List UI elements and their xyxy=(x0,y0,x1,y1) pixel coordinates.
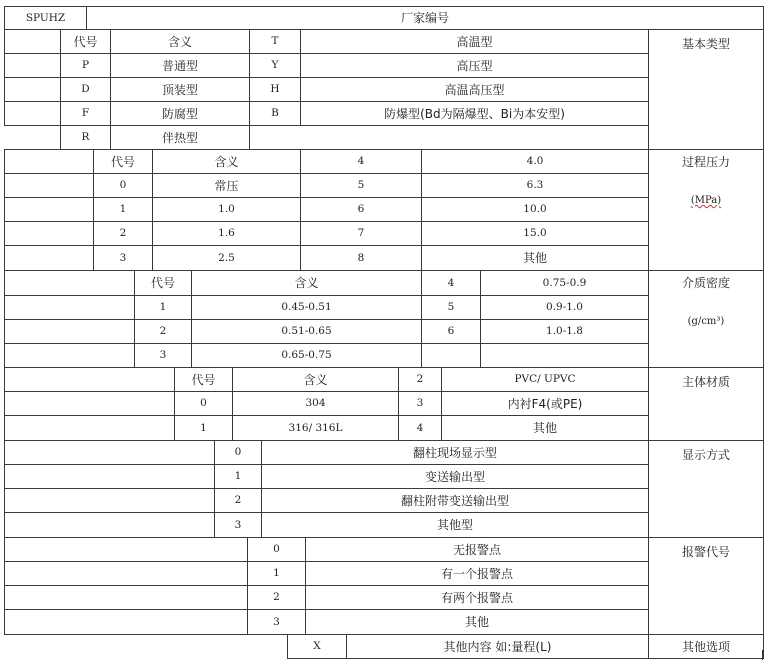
density-unit: (g/cm³) xyxy=(687,316,725,327)
spacer-cell xyxy=(249,125,649,150)
density-value-cell: 0.51-0.65 xyxy=(191,319,422,344)
display-code-cell: 2 xyxy=(214,488,262,513)
section-label-basic-type: 基本类型 xyxy=(648,29,764,150)
display-code-cell: 1 xyxy=(214,464,262,489)
type-meaning-cell: 防腐型 xyxy=(110,101,250,126)
material-value-cell: 304 xyxy=(232,391,399,416)
alarm-meaning-cell: 有一个报警点 xyxy=(305,561,649,586)
material-value-cell: 内衬F4(或PE) xyxy=(441,391,649,416)
pressure-value-cell: 常压 xyxy=(152,173,301,198)
density-code-cell: 2 xyxy=(134,319,192,344)
spacer-cell xyxy=(4,101,61,126)
density-value-cell: 1.0-1.8 xyxy=(480,319,649,344)
pressure-value-cell: 6.3 xyxy=(421,173,649,198)
text-cursor-mark xyxy=(762,650,765,660)
pressure-value-cell: 2.5 xyxy=(152,245,301,271)
pressure-value-cell: 4.0 xyxy=(421,149,649,174)
material-value-cell: 316/ 316L xyxy=(232,415,399,441)
type-meaning-cell: 高温型 xyxy=(300,29,649,54)
type-code-cell: H xyxy=(249,77,301,102)
other-code-cell: X xyxy=(287,634,347,659)
section-label-display: 显示方式 xyxy=(648,440,764,538)
spacer-cell xyxy=(4,77,61,102)
display-code-cell: 0 xyxy=(214,440,262,465)
col-header-meaning: 含义 xyxy=(110,29,250,54)
spacer-cell xyxy=(4,173,94,198)
density-code-cell: 4 xyxy=(421,270,481,296)
section-label-material: 主体材质 xyxy=(648,367,764,441)
pressure-value-cell: 其他 xyxy=(421,245,649,271)
spacer-cell xyxy=(4,609,248,635)
density-code-cell: 6 xyxy=(421,319,481,344)
pressure-code-cell: 0 xyxy=(93,173,153,198)
alarm-meaning-cell: 其他 xyxy=(305,609,649,635)
density-value-cell: 0.75-0.9 xyxy=(480,270,649,296)
pressure-unit-text: (MPa) xyxy=(690,195,722,206)
density-label: 介质密度 xyxy=(681,276,730,290)
type-code-cell: P xyxy=(60,53,111,78)
type-meaning-cell: 伴热型 xyxy=(110,125,250,150)
pressure-code-cell: 5 xyxy=(300,173,422,198)
type-meaning-cell: 普通型 xyxy=(110,53,250,78)
manufacturer-code-header: 厂家编号 xyxy=(86,6,764,30)
col-header-meaning: 含义 xyxy=(191,270,422,296)
density-code-cell: 3 xyxy=(134,343,192,368)
section-label-other: 其他选项 xyxy=(648,634,764,659)
alarm-meaning-cell: 有两个报警点 xyxy=(305,585,649,610)
density-value-cell: 0.65-0.75 xyxy=(191,343,422,368)
display-meaning-cell: 翻柱附带变送输出型 xyxy=(261,488,649,513)
type-code-cell: D xyxy=(60,77,111,102)
spacer-cell xyxy=(4,367,175,392)
type-code-cell: F xyxy=(60,101,111,126)
density-value-cell: 0.9-1.0 xyxy=(480,295,649,320)
display-code-cell: 3 xyxy=(214,512,262,538)
spacer-cell xyxy=(4,149,94,174)
section-label-pressure xyxy=(648,149,764,271)
spacer-cell xyxy=(4,245,94,271)
alarm-code-cell: 2 xyxy=(247,585,306,610)
spacer-cell xyxy=(4,197,94,222)
type-code-cell: B xyxy=(249,101,301,126)
spacer-cell xyxy=(421,343,481,368)
other-meaning-cell: 其他内容 如:量程(L) xyxy=(346,634,649,659)
spacer-cell xyxy=(4,537,248,562)
col-header-code: 代号 xyxy=(174,367,233,392)
spacer-cell xyxy=(4,29,61,54)
spacer-cell xyxy=(4,295,135,320)
spacer-cell xyxy=(4,440,215,465)
pressure-unit xyxy=(649,196,763,206)
spacer-cell xyxy=(4,270,135,296)
display-meaning-cell: 变送输出型 xyxy=(261,464,649,489)
spacer-cell xyxy=(4,585,248,610)
display-meaning-cell: 其他型 xyxy=(261,512,649,538)
type-meaning-cell: 高压型 xyxy=(300,53,649,78)
type-code-cell: T xyxy=(249,29,301,54)
pressure-value-cell: 10.0 xyxy=(421,197,649,222)
section-label-density xyxy=(648,270,764,368)
pressure-value-cell: 1.0 xyxy=(152,197,301,222)
type-code-cell xyxy=(60,125,111,150)
pressure-code-cell: 8 xyxy=(300,245,422,271)
alarm-meaning-cell: 无报警点 xyxy=(305,537,649,562)
col-header-meaning: 含义 xyxy=(232,367,399,392)
alarm-code-cell: 3 xyxy=(247,609,306,635)
col-header-meaning: 含义 xyxy=(152,149,301,174)
alarm-code-cell: 0 xyxy=(247,537,306,562)
material-code-cell: 1 xyxy=(174,415,233,441)
type-code-cell: Y xyxy=(249,53,301,78)
col-header-code: 代号 xyxy=(60,29,111,54)
pressure-value-cell: 1.6 xyxy=(152,221,301,246)
pressure-code-cell: 7 xyxy=(300,221,422,246)
pressure-code-cell: 4 xyxy=(300,149,422,174)
pressure-code-cell: 6 xyxy=(300,197,422,222)
spacer-cell xyxy=(480,343,649,368)
density-value-cell: 0.45-0.51 xyxy=(191,295,422,320)
pressure-code-cell: 2 xyxy=(93,221,153,246)
density-code-cell: 5 xyxy=(421,295,481,320)
display-meaning-cell: 翻柱现场显示型 xyxy=(261,440,649,465)
col-header-code: 代号 xyxy=(134,270,192,296)
material-code-cell: 0 xyxy=(174,391,233,416)
pressure-value-cell: 15.0 xyxy=(421,221,649,246)
type-meaning-cell: 顶装型 xyxy=(110,77,250,102)
section-label-alarm: 报警代号 xyxy=(648,537,764,635)
spacer-cell xyxy=(4,391,175,416)
spacer-cell xyxy=(4,319,135,344)
model-code: SPUHZ xyxy=(4,6,87,30)
material-value-cell: PVC/ UPVC xyxy=(441,367,649,392)
spacer-cell xyxy=(4,512,215,538)
col-header-code: 代号 xyxy=(93,149,153,174)
material-code-cell: 4 xyxy=(398,415,442,441)
pressure-code-cell: 3 xyxy=(93,245,153,271)
spacer-cell xyxy=(4,464,215,489)
alarm-code-cell: 1 xyxy=(247,561,306,586)
pressure-code-cell: 1 xyxy=(93,197,153,222)
material-code-cell: 2 xyxy=(398,367,442,392)
type-code-text: R xyxy=(81,131,90,144)
density-code-cell: 1 xyxy=(134,295,192,320)
spacer-cell xyxy=(4,488,215,513)
spacer-cell xyxy=(4,415,175,441)
material-code-cell: 3 xyxy=(398,391,442,416)
type-meaning-cell: 防爆型(Bd为隔爆型、Bi为本安型) xyxy=(300,101,649,126)
spacer-cell xyxy=(4,53,61,78)
spacer-cell xyxy=(4,561,248,586)
material-value-cell: 其他 xyxy=(441,415,649,441)
type-meaning-cell: 高温高压型 xyxy=(300,77,649,102)
spacer-cell xyxy=(4,343,135,368)
spacer-cell xyxy=(4,221,94,246)
pressure-label: 过程压力 xyxy=(681,155,730,169)
